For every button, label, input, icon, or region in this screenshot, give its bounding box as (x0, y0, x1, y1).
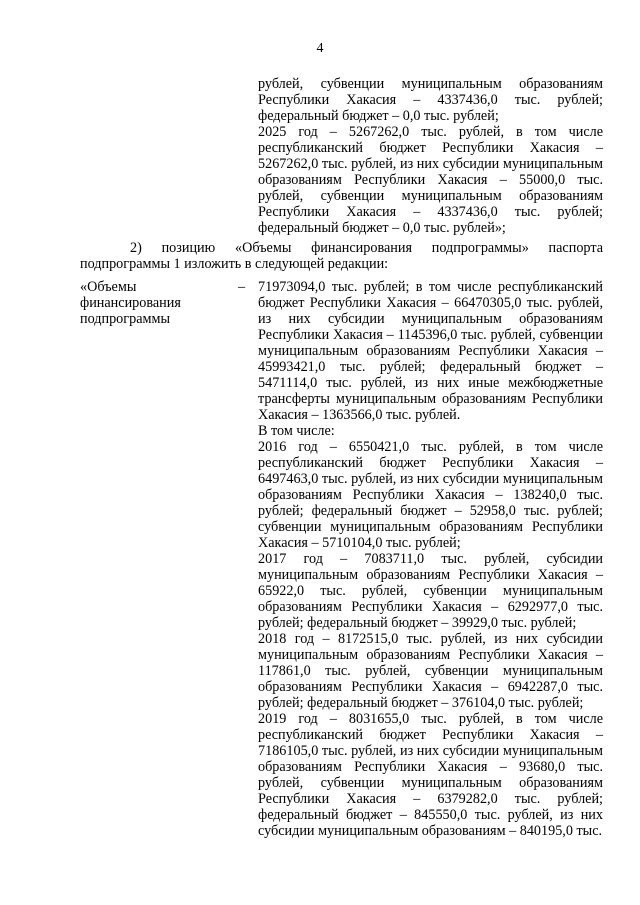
page-number: 4 (316, 41, 324, 56)
paragraph: 2017 год – 7083711,0 тыс. рублей, субсидии муниципальным образованиям Республики Хакасия – 65922,0 тыс. рублей, субвенции муниципальным образованиям Республики Хакасия – 6292977,0 тыс. рублей; федеральный бюджет – 39929,0 тыс. рублей; (258, 551, 603, 631)
paragraph: 71973094,0 тыс. рублей; в том числе республиканский бюджет Республики Хакасия – 66470305,0 тыс. рублей, из них субсидии муниципальным образованиям Республики Хакасия – 1145396,0 тыс. рублей, субвенции муниципальным образованиям Республики Хакасия – 45993421,0 тыс. рублей; федеральный бюджет – 5471114,0 тыс. рублей, из них иные межбюджетные трансферты муниципальным образованиям Республики Хакасия – 1363566,0 тыс. рублей. (258, 279, 603, 423)
continuation-text (258, 76, 603, 236)
paragraph: 2018 год – 8172515,0 тыс. рублей, из них субсидии муниципальным образованиям Республики Хакасия – 117861,0 тыс. рублей, субвенции муниципальным образованиям Республики Хакасия – 6942287,0 тыс. рублей; федеральный бюджет – 376104,0 тыс. рублей; (258, 631, 603, 711)
position-dash: – (238, 279, 246, 295)
paragraph: 2019 год – 8031655,0 тыс. рублей, в том числе республиканский бюджет Республики Хакасия – 7186105,0 тыс. рублей, из них субсидии муниципальным образованиям Республики Хакасия – 93680,0 тыс. рублей, субвенции муниципальным образованиям Республики Хакасия – 6379282,0 тыс. рублей; федеральный бюджет – 845550,0 тыс. рублей, из них субсидии муниципальным образованиям – 840195,0 тыс. (258, 711, 603, 839)
paragraph: В том числе: (258, 423, 335, 439)
position-term: «Объемы финансирования подпрограммы (80, 279, 181, 328)
paragraph: 2025 год – 5267262,0 тыс. рублей, в том числе республиканский бюджет Республики Хакасия – 5267262,0 тыс. рублей, из них субсидии муниципальным образованиям Республики Хакасия – 55000,0 тыс. рублей, субвенции муниципальным образованиям Республики Хакасия – 4337436,0 тыс. рублей; федеральный бюджет – 0,0 тыс. рублей»; (258, 124, 603, 236)
item-2-paragraph: 2) позицию «Объемы финансирования подпрограммы» паспорта подпрограммы 1 изложить в следующей редакции: (80, 240, 603, 272)
paragraph: 2016 год – 6550421,0 тыс. рублей, в том числе республиканский бюджет Республики Хакасия – 6497463,0 тыс. рублей, из них субсидии муниципальным образованиям Республики Хакасия – 138240,0 тыс. рублей; федеральный бюджет – 52958,0 тыс. рублей; субвенции муниципальным образованиям Республики Хакасия – 5710104,0 тыс. рублей; (258, 439, 603, 551)
paragraph: рублей, субвенции муниципальным образованиям Республики Хакасия – 4337436,0 тыс. рублей; федеральный бюджет – 0,0 тыс. рублей; (258, 76, 603, 124)
position-definition (258, 279, 603, 839)
